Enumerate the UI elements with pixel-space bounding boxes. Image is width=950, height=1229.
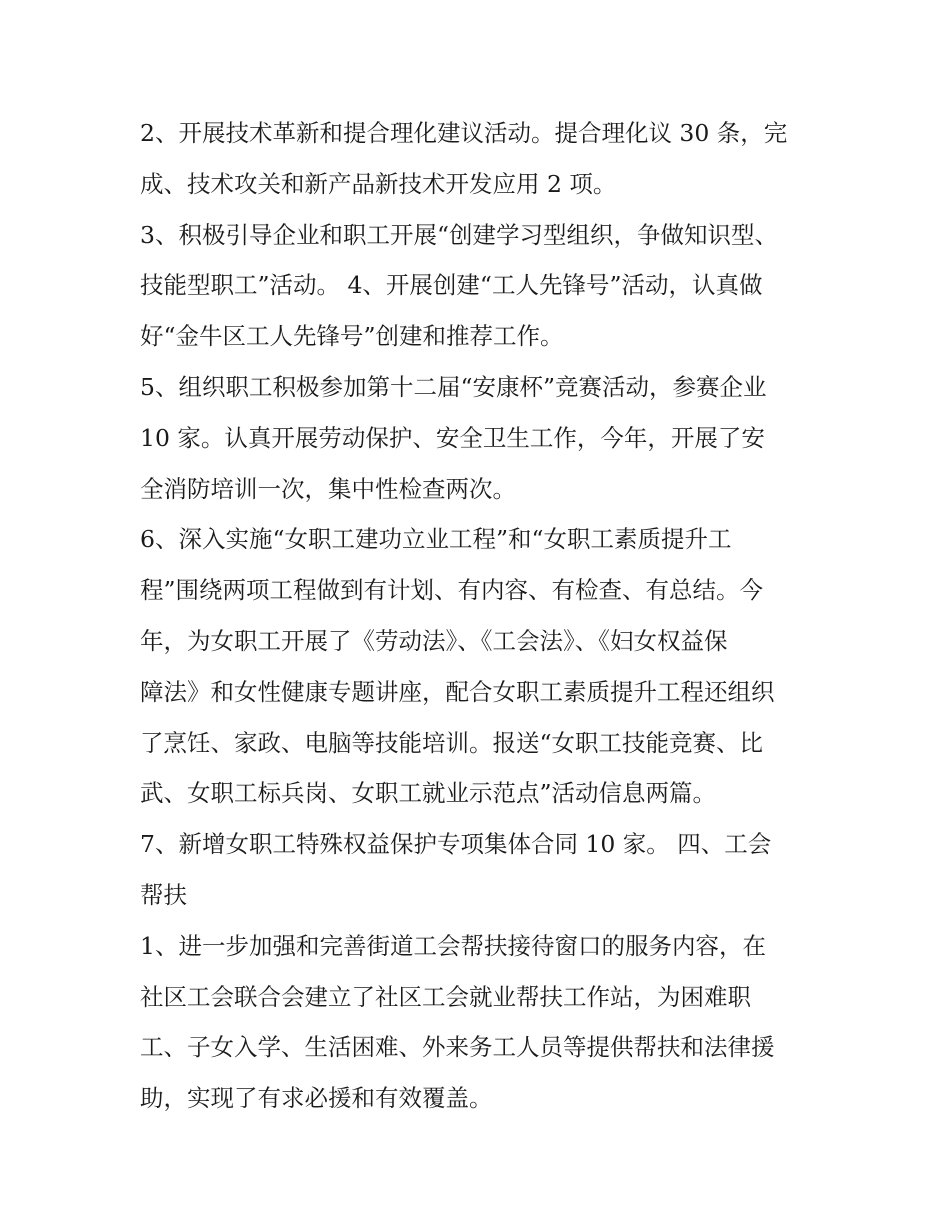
text-line: 7、新增女职工特殊权益保护专项集体合同 10 家。 四、工会 bbox=[140, 830, 772, 859]
text-line: 技能型职工”活动。 4、开展创建“工人先锋号”活动，认真做 bbox=[140, 271, 763, 300]
text-line: 年，为女职工开展了《劳动法》、《工会法》、《妇女权益保 bbox=[140, 626, 728, 655]
text-line: 5、组织职工积极参加第十二届“安康杯”竞赛活动，参赛企业 bbox=[140, 372, 767, 401]
text-line: 了烹饪、家政、电脑等技能培训。报送“女职工技能竞赛、比 bbox=[140, 728, 764, 757]
text-line: 6、深入实施“女职工建功立业工程”和“女职工素质提升工 bbox=[140, 525, 732, 554]
text-line: 助，实现了有求必援和有效覆盖。 bbox=[140, 1084, 493, 1113]
text-line: 1、进一步加强和完善街道工会帮扶接待窗口的服务内容，在 bbox=[140, 931, 766, 960]
text-line: 10 家。认真开展劳动保护、安全卫生工作，今年，开展了安 bbox=[140, 423, 765, 452]
text-line: 障法》和女性健康专题讲座，配合女职工素质提升工程还组织 bbox=[140, 677, 775, 706]
text-line: 3、积极引导企业和职工开展“创建学习型组织，争做知识型、 bbox=[140, 220, 778, 249]
text-line: 成、技术攻关和新产品新技术开发应用 2 项。 bbox=[140, 169, 617, 198]
document-body bbox=[140, 108, 820, 1124]
text-line: 帮扶 bbox=[140, 880, 187, 909]
text-line: 全消防培训一次，集中性检查两次。 bbox=[140, 474, 516, 503]
text-line: 程”围绕两项工程做到有计划、有内容、有检查、有总结。今 bbox=[140, 576, 764, 605]
text-line: 2、开展技术革新和提合理化建议活动。提合理化议 30 条，完 bbox=[140, 119, 788, 147]
text-line: 社区工会联合会建立了社区工会就业帮扶工作站，为困难职 bbox=[140, 982, 751, 1011]
text-line: 武、女职工标兵岗、女职工就业示范点”活动信息两篇。 bbox=[140, 779, 717, 808]
text-line: 好“金牛区工人先锋号”创建和推荐工作。 bbox=[140, 322, 564, 351]
text-line: 工、子女入学、生活困难、外来务工人员等提供帮扶和法律援 bbox=[140, 1033, 775, 1062]
